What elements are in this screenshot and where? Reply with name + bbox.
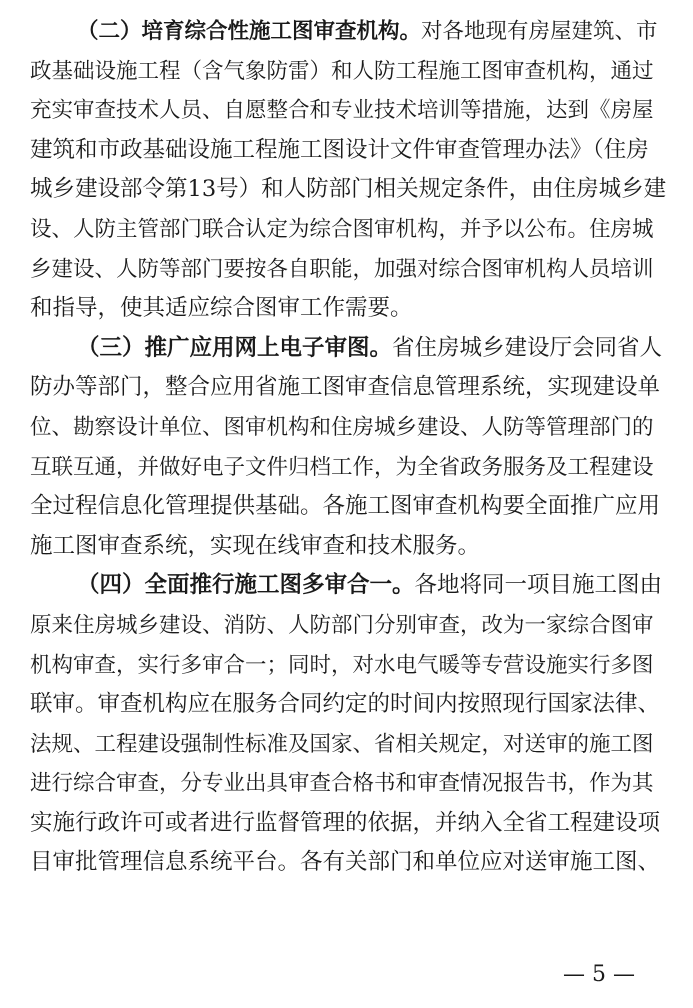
- document-page: [30, 12, 667, 883]
- paragraph-4-line-7: 实施行政许可或者进行监督管理的依据，并纳入全省工程建设项: [30, 809, 661, 836]
- paragraph-3-line-5: 全过程信息化管理提供基础。各施工图审查机构要全面推广应用: [30, 493, 661, 520]
- paragraph-3-text: 省住房城乡建设厅会同省人: [392, 334, 663, 361]
- paragraph-3-line-2: 防办等部门，整合应用省施工图审查信息管理系统，实现建设单: [30, 374, 661, 401]
- paragraph-4-line-3: 机构审查，实行多审合一；同时，对水电气暖等专营设施实行多图: [30, 652, 654, 678]
- paragraph-2-line-2: 政基础设施工程（含气象防雷）和人防工程施工图审查机构，通过: [30, 58, 654, 84]
- paragraph-3-line-6: 施工图审查系统，实现在线审查和技术服务。: [30, 532, 481, 559]
- paragraph-4-text: 各地将同一项目施工图由: [414, 572, 663, 599]
- paragraph-2-line-3: 充实审查技术人员、自愿整合和专业技术培训等措施，达到《房屋: [30, 98, 654, 124]
- paragraph-4-line-8: 目审批管理信息系统平台。各有关部门和单位应对送审施工图、: [30, 849, 661, 876]
- paragraph-3-line-3: 位、勘察设计单位、图审机构和住房城乡建设、人防等管理部门的: [30, 414, 654, 440]
- paragraph-4-heading: （四）全面推行施工图多审合一。: [77, 572, 415, 599]
- paragraph-2-line-7: 乡建设、人防等部门要按各自职能，加强对综合图审机构人员培训: [30, 256, 654, 282]
- paragraph-2-line-6: 设、人防主管部门联合认定为综合图审机构，并予以公布。住房城: [30, 216, 654, 242]
- paragraph-2-text: 对各地现有房屋建筑、市: [421, 19, 658, 44]
- paragraph-4-line-1: [30, 566, 667, 606]
- paragraph-3-heading: （三）推广应用网上电子审图。: [77, 334, 393, 361]
- paragraph-4-line-6: 进行综合审查，分专业出具审查合格书和审查情况报告书，作为其: [30, 771, 654, 797]
- paragraph-4-line-4: 联审。审查机构应在服务合同约定的时间内按照现行国家法律、: [30, 691, 661, 718]
- paragraph-3-line-4: 互联互通，并做好电子文件归档工作，为全省政务服务及工程建设: [30, 454, 654, 480]
- paragraph-3-line-1: [30, 329, 667, 369]
- paragraph-2-line-1: [30, 12, 667, 52]
- paragraph-4-line-5: 法规、工程建设强制性标准及国家、省相关规定，对送审的施工图: [30, 731, 654, 757]
- paragraph-2-line-5: 城乡建设部令第13号）和人防部门相关规定条件，由住房城乡建: [30, 176, 667, 203]
- paragraph-2-line-4: 建筑和市政基础设施工程施工图设计文件审查管理办法》（住房: [30, 136, 649, 163]
- paragraph-2-line-8: 和指导，使其适应综合图审工作需要。: [30, 295, 413, 322]
- page-number: — 5 —: [563, 962, 635, 987]
- paragraph-4-line-2: 原来住房城乡建设、消防、人防部门分别审查，改为一家综合图审: [30, 612, 654, 638]
- paragraph-2-heading: （二）培育综合性施工图审查机构。: [77, 19, 422, 44]
